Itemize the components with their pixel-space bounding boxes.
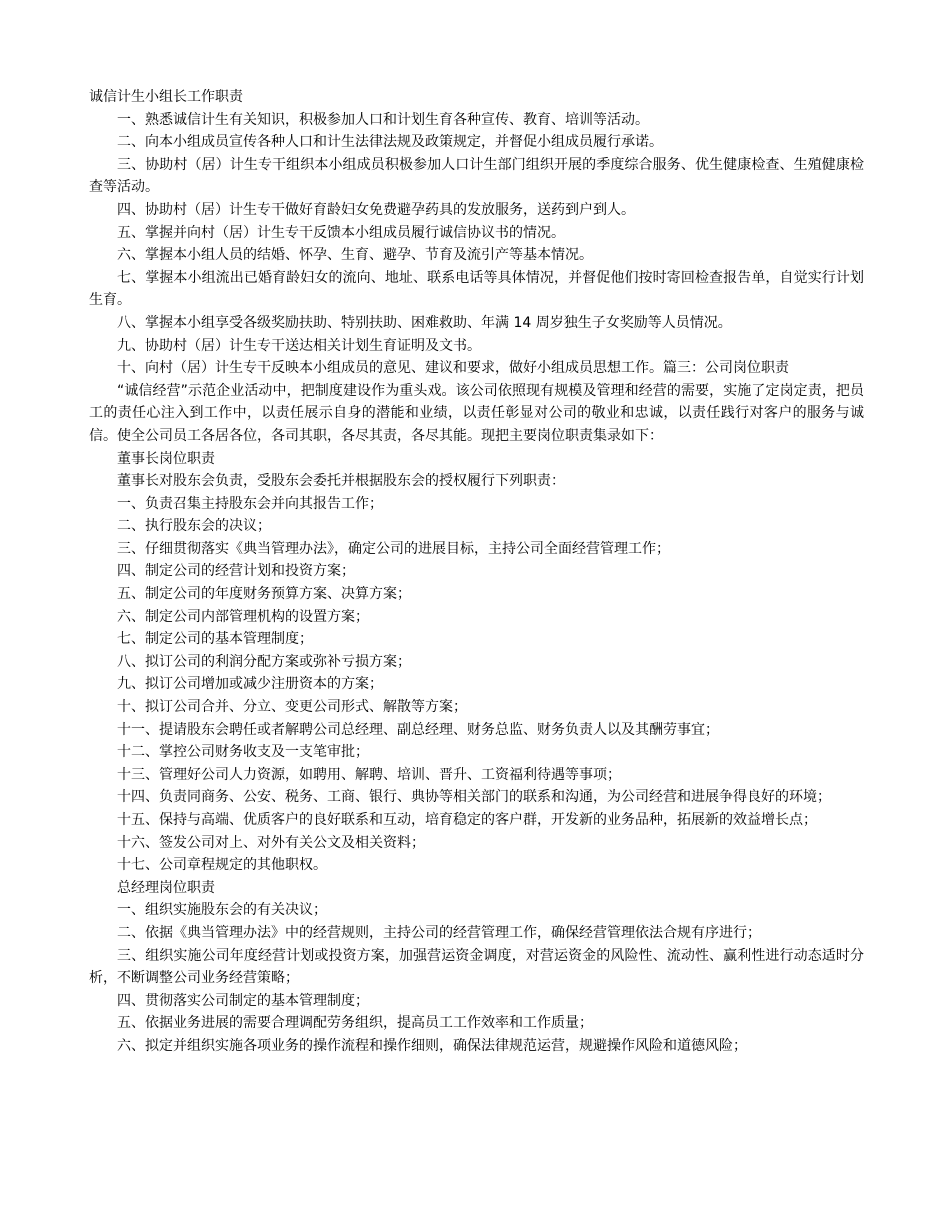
paragraph: 九、协助村（居）计生专干送达相关计划生育证明及文书。 [117,337,481,354]
paragraph: 一、负责召集主持股东会并向其报告工作； [117,495,383,512]
paragraph: 三、协助村（居）计生专干组织本小组成员积极参加人口计生部门组织开展的季度综合服务、优生健康检查、生殖健康检查等活动。 [89,156,864,196]
document-title: 诚信计生小组长工作职责 [89,89,243,105]
paragraph: 十二、掌控公司财务收支及一支笔审批； [117,744,369,761]
paragraph: 二、依据《典当管理办法》中的经营规则，主持公司的经营管理工作，确保经营管理依法合规有序进行； [117,924,761,941]
paragraph: 十一、提请股东会聘任或者解聘公司总经理、副总经理、财务总监、财务负责人以及其酬劳事宜； [117,721,719,738]
paragraph: 八、拟订公司的利润分配方案或弥补亏损方案； [117,653,411,670]
paragraph: 五、掌握并向村（居）计生专干反馈本小组成员履行诚信协议书的情况。 [117,224,565,241]
paragraph: 十三、管理好公司人力资源，如聘用、解聘、培训、晋升、工资福利待遇等事项； [117,766,621,783]
paragraph: 六、拟定并组织实施各项业务的操作流程和操作细则，确保法律规范运营，规避操作风险和道德风险； [117,1037,747,1054]
paragraph: 三、组织实施公司年度经营计划或投资方案，加强营运资金调度，对营运资金的风险性、流动性、赢利性进行动态适时分析，不断调整公司业务经营策略； [89,947,864,987]
paragraph: 十六、签发公司对上、对外有关公文及相关资料； [117,834,425,851]
paragraph: 七、制定公司的基本管理制度； [117,631,313,648]
section-heading: 总经理岗位职责 [117,879,215,896]
paragraph: 四、贯彻落实公司制定的基本管理制度； [117,992,369,1009]
paragraph: 董事长对股东会负责，受股东会委托并根据股东会的授权履行下列职责： [117,473,565,490]
document-page [89,86,864,1058]
paragraph: 二、执行股东会的决议； [117,518,271,535]
paragraph: 七、掌握本小组流出已婚育龄妇女的流向、地址、联系电话等具体情况，并督促他们按时寄回检查报告单，自觉实行计划生育。 [89,269,864,309]
paragraph: 十四、负责同商务、公安、税务、工商、银行、典协等相关部门的联系和沟通，为公司经营和进展争得良好的环境； [117,789,831,806]
paragraph: 九、拟订公司增加或减少注册资本的方案； [117,676,383,693]
paragraph: 六、制定公司内部管理机构的设置方案； [117,608,369,625]
paragraph: 六、掌握本小组人员的结婚、怀孕、生育、避孕、节育及流引产等基本情况。 [117,247,593,264]
paragraph: 一、熟悉诚信计生有关知识，积极参加人口和计划生育各种宣传、教育、培训等活动。 [117,111,649,128]
paragraph: 十五、保持与高端、优质客户的良好联系和互动，培育稳定的客户群，开发新的业务品种，拓展新的效益增长点； [117,812,817,828]
paragraph: 五、制定公司的年度财务预算方案、决算方案； [117,586,411,603]
paragraph: 四、协助村（居）计生专干做好育龄妇女免费避孕药具的发放服务，送药到户到人。 [117,201,635,218]
paragraph: 十、拟订公司合并、分立、变更公司形式、解散等方案； [117,699,467,716]
paragraph: 一、组织实施股东会的有关决议； [117,902,327,919]
section-heading: 董事长岗位职责 [117,450,215,467]
paragraph: “诚信经营”示范企业活动中，把制度建设作为重头戏。该公司依照现有规模及管理和经营的需要，实施了定岗定责，把员工的责任心注入到工作中，以责任展示自身的潜能和业绩，以责任彰显对公司的敬业和忠诚，以责任践行对客户的服务与诚信。使全公司员工各居各位，各司其职，各尽其责，各尽其能。现把主要岗位职责集录如下： [89,382,864,444]
paragraph: 四、制定公司的经营计划和投资方案； [117,563,355,580]
paragraph: 十、向村（居）计生专干反映本小组成员的意见、建议和要求，做好小组成员思想工作。篇三：公司岗位职责 [117,360,789,377]
paragraph: 五、依据业务进展的需要合理调配劳务组织，提高员工工作效率和工作质量； [117,1015,593,1032]
paragraph: 十七、公司章程规定的其他职权。 [117,857,327,874]
paragraph: 二、向本小组成员宣传各种人口和计生法律法规及政策规定，并督促小组成员履行承诺。 [117,134,663,151]
paragraph: 八、掌握本小组享受各级奖励扶助、特别扶助、困难救助、年满 14 周岁独生子女奖励等人员情况。 [117,314,732,331]
paragraph: 三、仔细贯彻落实《典当管理办法》，确定公司的进展目标，主持公司全面经营管理工作； [117,540,670,557]
